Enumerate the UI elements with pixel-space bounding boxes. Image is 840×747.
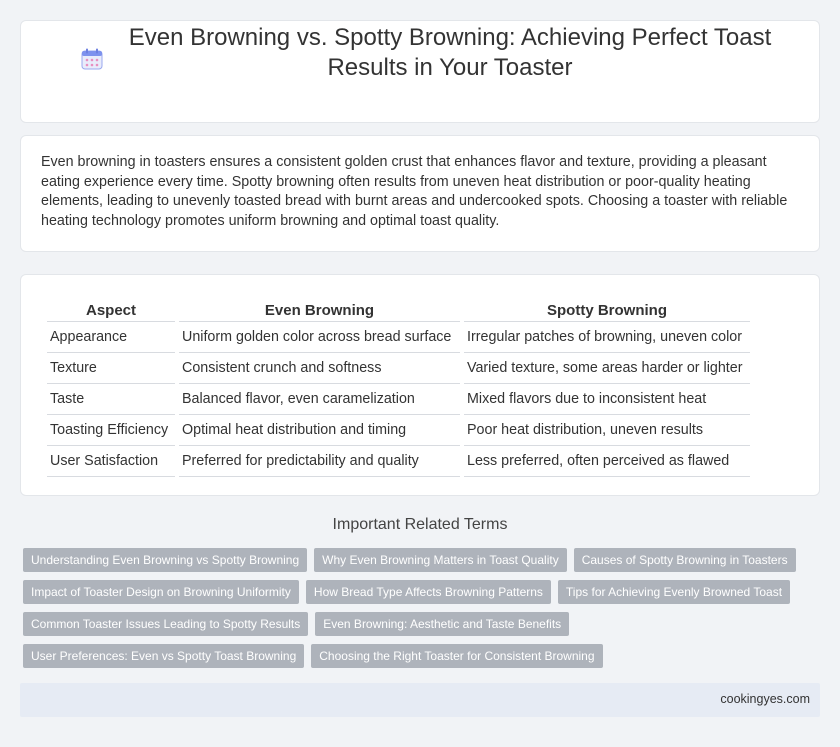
table-row	[47, 384, 750, 415]
table-row	[47, 415, 750, 446]
related-terms-heading: Important Related Terms	[332, 516, 508, 533]
cell-aspect: Appearance	[47, 322, 175, 353]
related-term-tag[interactable]: How Bread Type Affects Browning Patterns	[306, 580, 551, 604]
intro-card	[20, 135, 820, 252]
footer	[20, 683, 820, 717]
footer-site-link[interactable]: cookingyes.com	[720, 692, 810, 706]
related-term-tag[interactable]: Why Even Browning Matters in Toast Quality	[314, 548, 567, 572]
cell-spotty: Mixed flavors due to inconsistent heat	[464, 384, 750, 415]
related-term-tag[interactable]: Impact of Toaster Design on Browning Uniformity	[23, 580, 299, 604]
cell-aspect: Taste	[47, 384, 175, 415]
cell-aspect: Texture	[47, 353, 175, 384]
related-terms	[23, 548, 823, 676]
related-term-tag[interactable]: Choosing the Right Toaster for Consistent Browning	[311, 644, 602, 668]
related-term-tag[interactable]: User Preferences: Even vs Spotty Toast Browning	[23, 644, 304, 668]
related-term-tag[interactable]: Tips for Achieving Evenly Browned Toast	[558, 580, 790, 604]
cell-spotty: Less preferred, often perceived as flawed	[464, 446, 750, 477]
cell-even: Preferred for predictability and quality	[179, 446, 460, 477]
related-term-tag[interactable]: Even Browning: Aesthetic and Taste Benefits	[315, 612, 569, 636]
table-row	[47, 322, 750, 353]
cell-even: Optimal heat distribution and timing	[179, 415, 460, 446]
header-even-browning: Even Browning	[179, 295, 460, 322]
cell-spotty: Irregular patches of browning, uneven color	[464, 322, 750, 353]
tag-row	[23, 612, 823, 636]
related-term-tag[interactable]: Common Toaster Issues Leading to Spotty Results	[23, 612, 308, 636]
header-aspect: Aspect	[47, 295, 175, 322]
tag-row	[23, 644, 823, 668]
cell-aspect: User Satisfaction	[47, 446, 175, 477]
tag-row	[23, 548, 823, 572]
cell-spotty: Varied texture, some areas harder or lighter	[464, 353, 750, 384]
related-term-tag[interactable]: Causes of Spotty Browning in Toasters	[574, 548, 796, 572]
comparison-card	[20, 274, 820, 496]
table-header-row	[47, 295, 750, 322]
related-term-tag[interactable]: Understanding Even Browning vs Spotty Browning	[23, 548, 307, 572]
cell-even: Consistent crunch and softness	[179, 353, 460, 384]
cell-aspect: Toasting Efficiency	[47, 415, 175, 446]
comparison-table	[43, 295, 754, 477]
cell-spotty: Poor heat distribution, uneven results	[464, 415, 750, 446]
cell-even: Balanced flavor, even caramelization	[179, 384, 460, 415]
intro-paragraph: Even browning in toasters ensures a consistent golden crust that enhances flavor and texture, providing a pleasant eating experience every time. Spotty browning often results from uneven heat distribution or poor-quality heating elements, leading to unevenly toasted bread with burnt areas and undercooked spots. Choosing a toaster with reliable heating technology promotes uniform browning and optimal toast quality.	[41, 154, 788, 229]
header-spotty-browning: Spotty Browning	[464, 295, 750, 322]
cell-even: Uniform golden color across bread surface	[179, 322, 460, 353]
table-row	[47, 446, 750, 477]
page-title: Even Browning vs. Spotty Browning: Achieving Perfect Toast Results in Your Toaster	[128, 24, 772, 81]
tag-row	[23, 580, 823, 604]
table-row	[47, 353, 750, 384]
